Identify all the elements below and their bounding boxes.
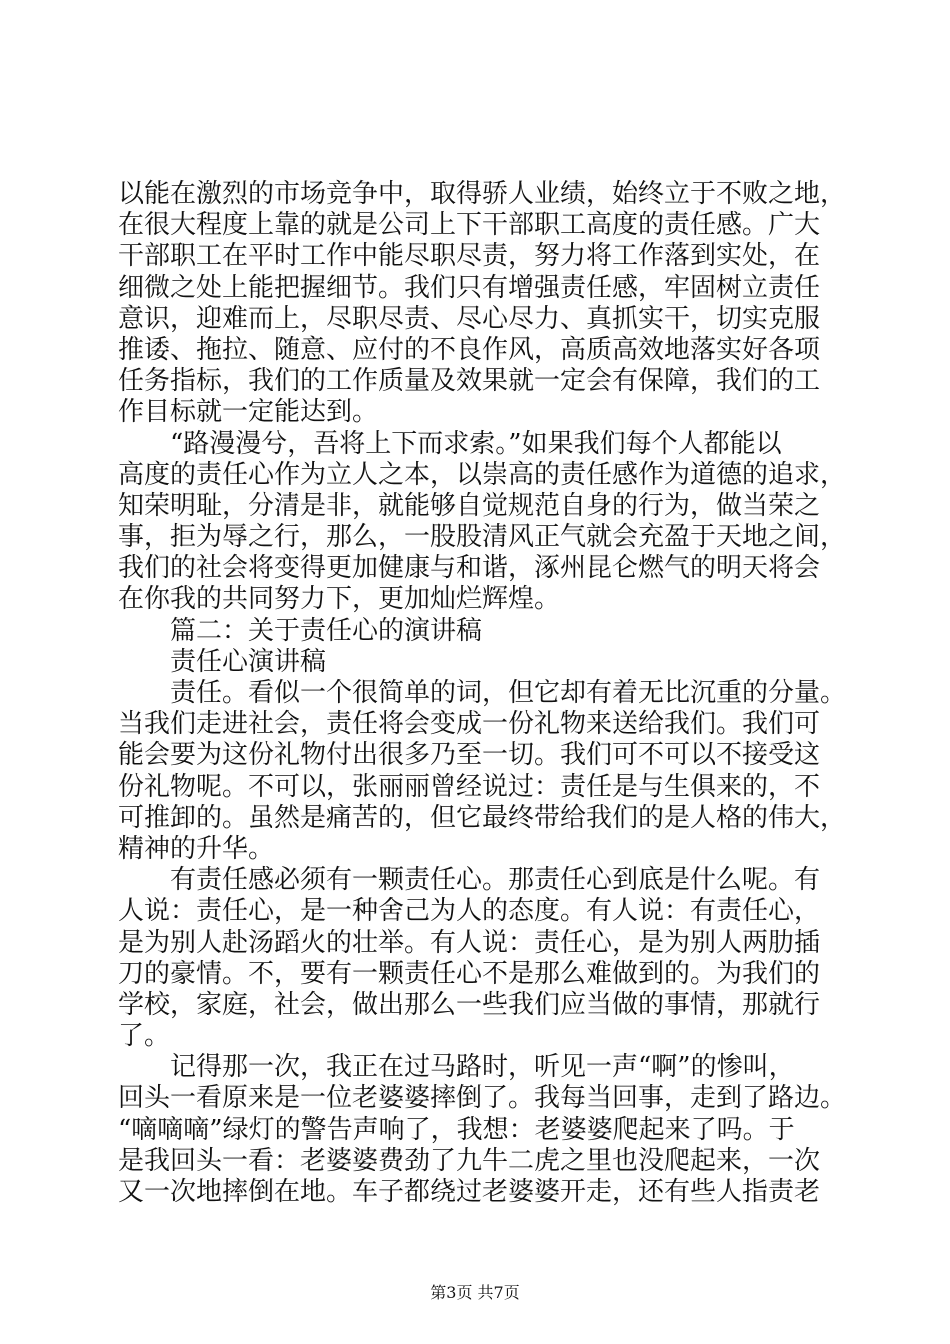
text-line: 当我们走进社会，责任将会变成一份礼物来送给我们。我们可 <box>118 709 821 740</box>
text-line: 细微之处上能把握细节。我们只有增强责任感，牢固树立责任 <box>118 272 821 303</box>
text-line: 作目标就一定能达到。 <box>118 397 379 428</box>
text-line: 责任。看似一个很简单的词，但它却有着无比沉重的分量。 <box>118 678 847 708</box>
text-line: 是我回头一看：老婆婆费劲了九牛二虎之里也没爬起来，一次 <box>118 1145 821 1176</box>
text-line: 是为别人赴汤蹈火的壮举。有人说：责任心，是为别人两肋插 <box>118 927 821 958</box>
text-line: 能会要为这份礼物付出很多乃至一切。我们可不可以不接受这 <box>118 740 821 771</box>
text-line: 又一次地摔倒在地。车子都绕过老婆婆开走，还有些人指责老 <box>118 1177 821 1207</box>
text-line: 份礼物呢。不可以，张丽丽曾经说过：责任是与生俱来的，不 <box>118 771 821 802</box>
text-line: 推诿、拖拉、随意、应付的不良作风，高质高效地落实好各项 <box>118 334 821 365</box>
text-line: 高度的责任心作为立人之本，以崇高的责任感作为道德的追求， <box>118 459 847 490</box>
text-line: 干部职工在平时工作中能尽职尽责，努力将工作落到实处，在 <box>118 241 821 272</box>
text-line: 知荣明耻，分清是非，就能够自觉规范自身的行为，做当荣之 <box>118 490 821 521</box>
text-line: 记得那一次，我正在过马路时，听见一声“啊”的惨叫， <box>118 1052 795 1083</box>
text-line: 学校，家庭，社会，做出那么一些我们应当做的事情，那就行 <box>118 989 821 1020</box>
text-line: “路漫漫兮，吾将上下而求索。”如果我们每个人都能以 <box>118 428 782 459</box>
text-line: 任务指标，我们的工作质量及效果就一定会有保障，我们的工 <box>118 366 821 397</box>
text-line: 意识，迎难而上，尽职尽责、尽心尽力、真抓实干，切实克服 <box>118 303 821 334</box>
page-number-footer: 第3页 共7页 <box>430 1283 520 1302</box>
text-line: 在你我的共同努力下，更加灿烂辉煌。 <box>118 584 561 615</box>
document-body <box>118 179 848 1208</box>
text-line: 人说：责任心，是一种舍己为人的态度。有人说：有责任心， <box>118 896 821 927</box>
text-line: 以能在激烈的市场竞争中，取得骄人业绩，始终立于不败之地， <box>118 179 847 209</box>
text-line: 可推卸的。虽然是痛苦的，但它最终带给我们的是人格的伟大， <box>118 802 847 833</box>
section-heading: 篇二：关于责任心的演讲稿 <box>118 615 483 646</box>
text-line: 刀的豪情。不，要有一颗责任心不是那么难做到的。为我们的 <box>118 958 821 989</box>
text-line: 事，拒为辱之行，那么，一股股清风正气就会充盈于天地之间， <box>118 522 847 553</box>
text-line: “嘀嘀嘀”绿灯的警告声响了，我想：老婆婆爬起来了吗。于 <box>118 1114 795 1145</box>
text-line: 在很大程度上靠的就是公司上下干部职工高度的责任感。广大 <box>118 210 821 241</box>
section-subtitle: 责任心演讲稿 <box>118 646 327 677</box>
text-line: 了。 <box>118 1021 171 1052</box>
text-line: 精神的升华。 <box>118 833 275 864</box>
text-line: 我们的社会将变得更加健康与和谐，涿州昆仑燃气的明天将会 <box>118 553 821 584</box>
text-line: 有责任感必须有一颗责任心。那责任心到底是什么呢。有 <box>118 865 821 896</box>
text-line: 回头一看原来是一位老婆婆摔倒了。我每当回事，走到了路边。 <box>118 1083 847 1114</box>
